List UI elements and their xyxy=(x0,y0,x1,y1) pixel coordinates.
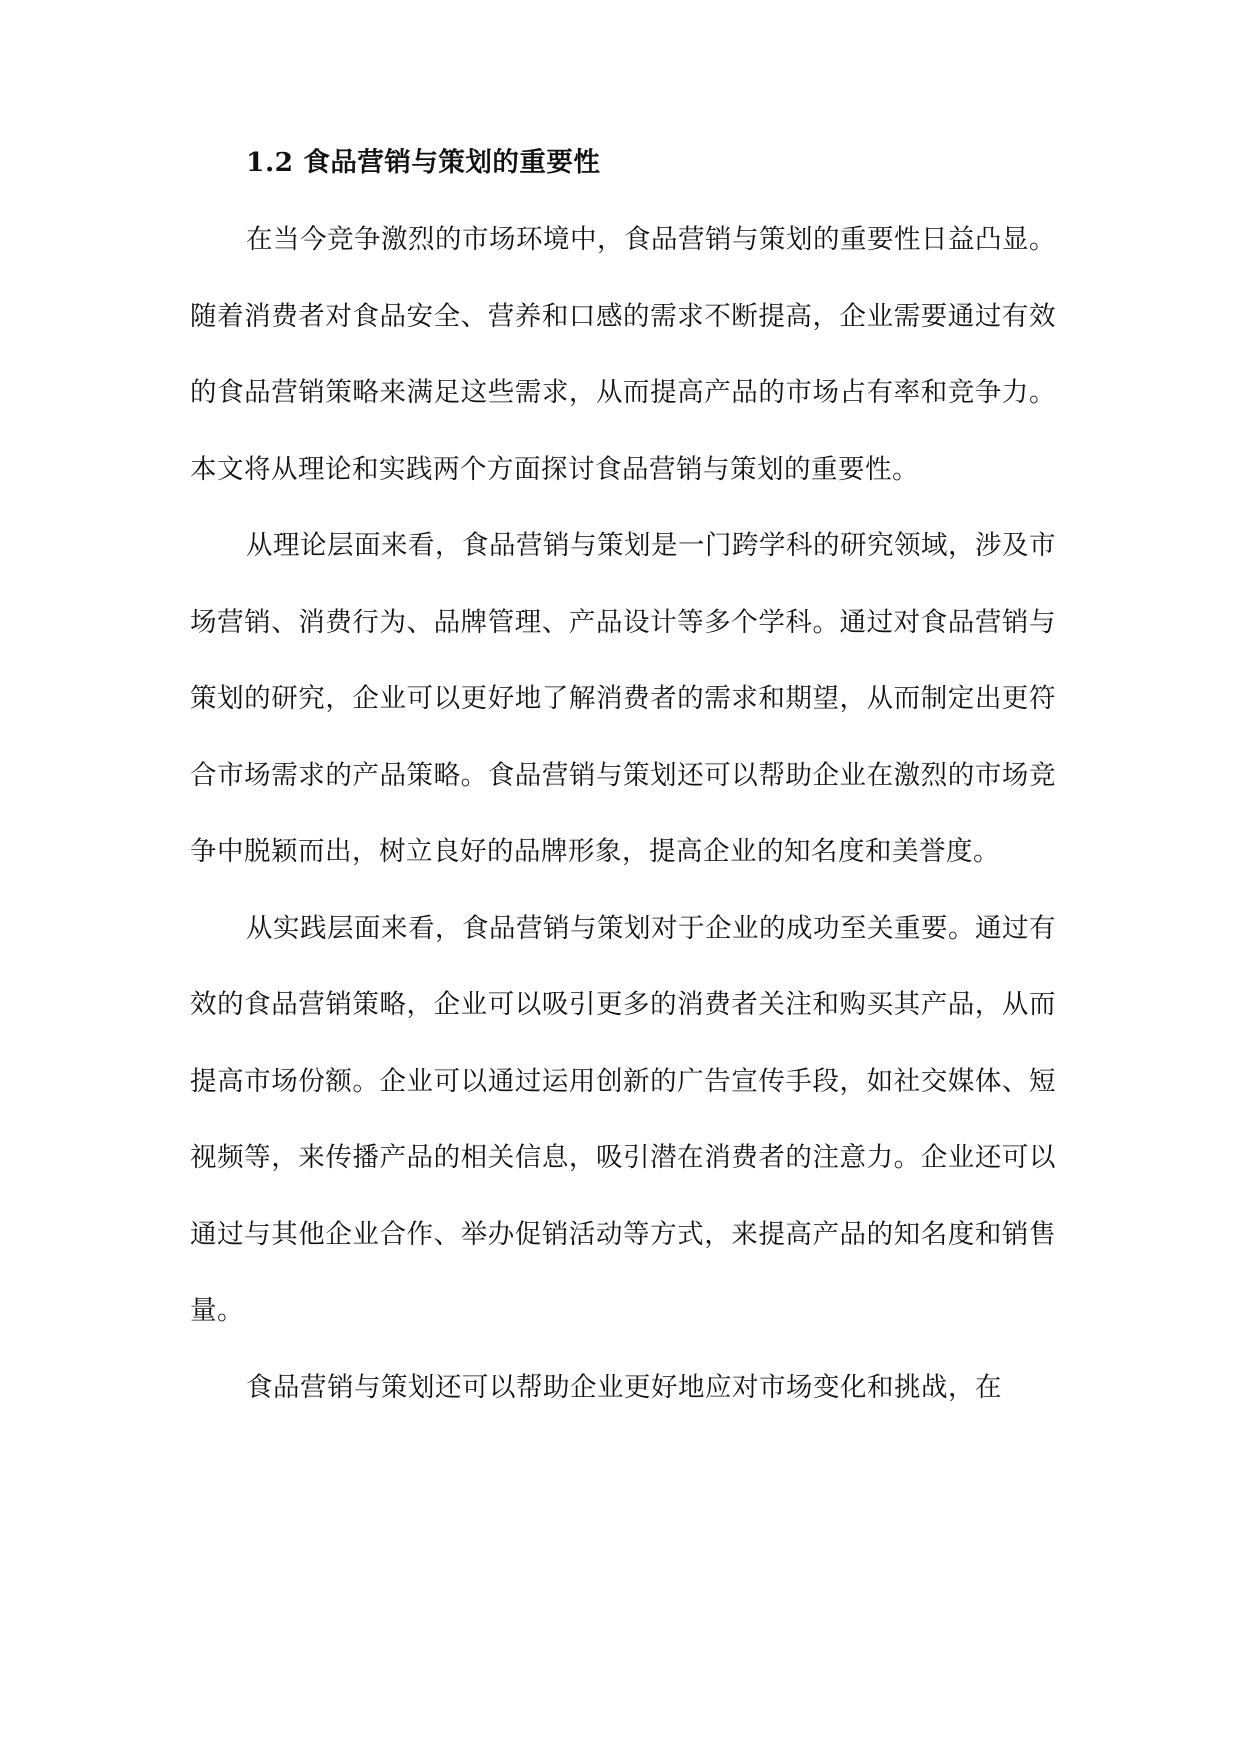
paragraph-intro: 在当今竞争激烈的市场环境中，食品营销与策划的重要性日益凸显。随着消费者对食品安全、营养和口感的需求不断提高，企业需要通过有效的食品营销策略来满足这些需求，从而提高产品的市场占有率和竞争力。本文将从理论和实践两个方面探讨食品营销与策划的重要性。 xyxy=(190,224,1056,485)
paragraph-theory: 从理论层面来看，食品营销与策划是一门跨学科的研究领域，涉及市场营销、消费行为、品牌管理、产品设计等多个学科。通过对食品营销与策划的研究，企业可以更好地了解消费者的需求和期望，从而制定出更符合市场需求的产品策略。食品营销与策划还可以帮助企业在激烈的市场竞争中脱颖而出，树立良好的品牌形象，提高企业的知名度和美誉度。 xyxy=(190,530,1056,867)
paragraph-practice: 从实践层面来看，食品营销与策划对于企业的成功至关重要。通过有效的食品营销策略，企业可以吸引更多的消费者关注和购买其产品，从而提高市场份额。企业可以通过运用创新的广告宣传手段，如社交媒体、短视频等，来传播产品的相关信息，吸引潜在消费者的注意力。企业还可以通过与其他企业合作、举办促销活动等方式，来提高产品的知名度和销售量。 xyxy=(190,912,1056,1326)
document-body xyxy=(190,147,1056,1426)
section-heading: 1.2 食品营销与策划的重要性 xyxy=(246,147,601,178)
paragraph-market-change: 食品营销与策划还可以帮助企业更好地应对市场变化和挑战，在 xyxy=(246,1371,1002,1403)
